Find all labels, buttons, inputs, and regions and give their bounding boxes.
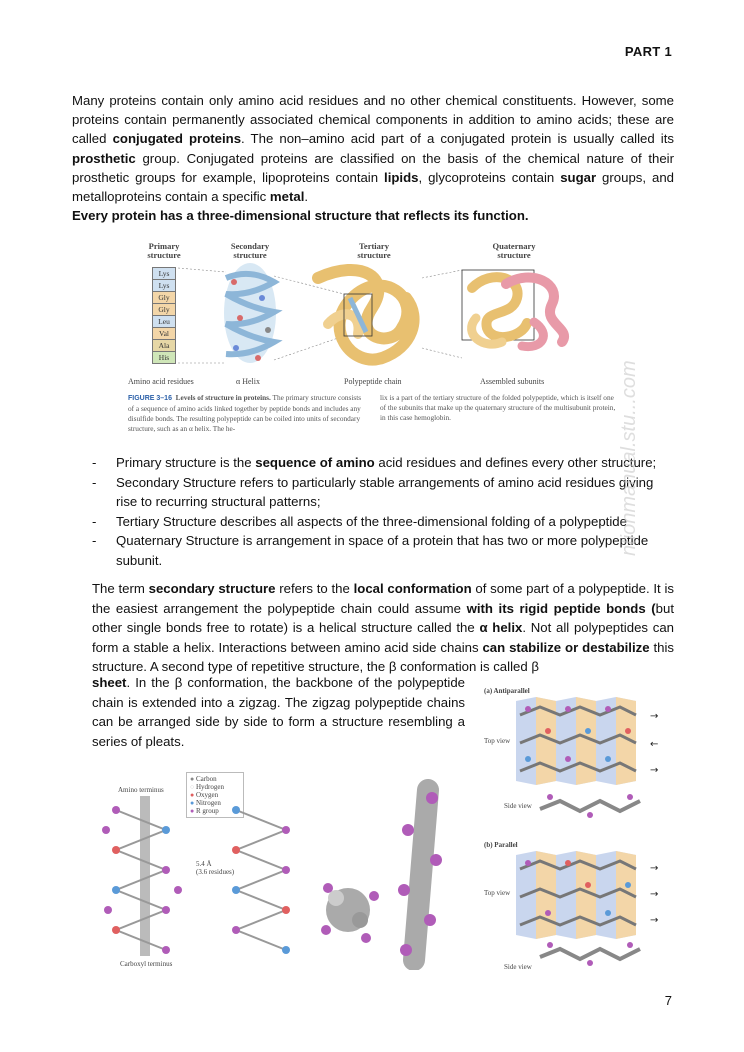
alpha-helix-icon — [224, 263, 276, 363]
text-span: refers to the — [275, 581, 354, 596]
label-quaternary: Quaternary structure — [492, 241, 536, 260]
page-number: 7 — [664, 993, 672, 1008]
r-group-dot-icon: ● — [190, 807, 195, 815]
watermark: ntionmanual.stu...com — [618, 360, 640, 556]
sublabel-amino-acid-residues: Amino acid residues — [128, 377, 194, 386]
text-span: but other single bonds free to rotate) is a helical structure called the — [92, 600, 674, 635]
label-side-view: Side view — [504, 963, 532, 971]
key-statement: Every protein has a three-dimensional structure that reflects its function. — [72, 208, 529, 224]
svg-text:←: ← — [650, 739, 659, 750]
text-span: group. Conjugated proteins are classified on the basis of the chemical nature of their prosthetic groups for example, lipoproteins contain — [72, 150, 674, 185]
label-carboxyl-terminus: Carboxyl terminus — [120, 960, 173, 968]
legend-label: Carbon — [195, 775, 217, 783]
residue: Leu — [152, 315, 176, 328]
list-item: - Secondary Structure refers to particularly stable arrangements of amino acid residues giving rise to recurring structural patterns; — [92, 473, 676, 512]
figure-number: FIGURE 3–16 — [128, 395, 172, 402]
residue: Gly — [152, 291, 176, 304]
term-sheet: sheet — [92, 675, 127, 690]
residue: Lys — [152, 267, 176, 280]
figure-caption-right: lix is a part of the tertiary structure of the folded polypeptide, which is itself one of the subunits that make up the quaternary structure of the multisubunit protein, in this case hemoglobin. — [380, 393, 616, 422]
nitrogen-dot-icon: ● — [190, 799, 195, 807]
sublabel-assembled-subunits: Assembled subunits — [480, 377, 545, 386]
carbon-dot-icon: ● — [190, 775, 195, 783]
residue: His — [152, 351, 176, 364]
term-sequence-of-amino: sequence of amino — [255, 455, 375, 470]
text-span: this structure. A second type of repetitive structure, the β conformation is called β — [92, 639, 675, 674]
label-secondary: Secondary structure — [230, 241, 270, 260]
text-span: . The non–amino acid part of a conjugated protein is usually called its — [241, 131, 674, 147]
term-secondary-structure: secondary structure — [148, 581, 276, 596]
text-span: . — [304, 189, 309, 205]
label-primary: Primary structure — [147, 241, 181, 260]
svg-text:→: → — [650, 863, 659, 874]
label-helix-pitch: 5.4 Å (3.6 residues) — [196, 860, 235, 876]
label-antiparallel: (a) Antiparallel — [484, 687, 530, 695]
label-tertiary: Tertiary structure — [357, 241, 391, 260]
hydrogen-dot-icon: ○ — [190, 783, 195, 791]
intro-paragraph — [72, 91, 674, 225]
text-span: , glycoproteins contain — [418, 169, 561, 185]
helix-ribbon-icon — [232, 806, 290, 954]
list-item: - Quaternary Structure is arrangement in space of a protein that has two or more polypeptide subunit. — [92, 531, 676, 570]
text-span: acid residues and defines every other structure; — [374, 455, 657, 470]
structure-illustrations — [122, 238, 642, 388]
list-item — [92, 453, 676, 473]
helix-space-filling-icon — [398, 790, 442, 960]
helix-models-illustration — [96, 770, 476, 970]
label-parallel: (b) Parallel — [484, 841, 518, 849]
legend-label: Nitrogen — [195, 799, 221, 807]
list-item: - Tertiary Structure describes all aspects of the three-dimensional folding of a polypeptide — [92, 512, 676, 532]
term-conjugated-proteins: conjugated proteins — [112, 131, 242, 147]
svg-text:→: → — [650, 889, 659, 900]
part-header: PART 1 — [624, 44, 672, 59]
label-top-view: Top view — [484, 737, 511, 745]
svg-text:→: → — [650, 711, 659, 722]
figure-title: Levels of structure in proteins. — [175, 393, 271, 402]
figure-caption-left — [128, 393, 368, 434]
term-alpha-helix: α helix — [479, 620, 523, 635]
term-lipids: lipids — [384, 169, 419, 185]
quaternary-subunits-icon — [462, 270, 564, 347]
beta-sheet-figure — [480, 685, 680, 975]
term-sugar: sugar — [560, 169, 597, 185]
helix-end-view-icon — [321, 883, 379, 943]
legend-label: Hydrogen — [195, 783, 224, 791]
helix-ball-stick-icon — [102, 796, 182, 956]
caption-text: The primary structure consists of a sequence of amino acids linked together by peptide bonds and includes any disulfide bonds. The resulting polypeptide can be coiled into units of secondary structure, such as an α helix. The he- — [128, 393, 362, 433]
parallel-sheet-icon — [516, 851, 658, 966]
svg-text:→: → — [650, 765, 659, 776]
sublabel-polypeptide-chain: Polypeptide chain — [344, 377, 402, 386]
text-span: Primary structure is the — [116, 455, 256, 470]
beta-sheet-illustration — [480, 685, 680, 975]
label-amino-terminus: Amino terminus — [118, 786, 164, 794]
svg-text:→: → — [650, 915, 659, 926]
legend-label: Oxygen — [195, 791, 219, 799]
antiparallel-sheet-icon — [516, 697, 658, 818]
text-span: The term — [92, 581, 149, 596]
residue: Lys — [152, 279, 176, 292]
structure-levels-list — [92, 453, 676, 570]
label-side-view: Side view — [504, 802, 532, 810]
text-span: . Not all polypeptides can form a stable a helix. Interactions between amino acid side chains — [92, 620, 674, 655]
sublabel-alpha-helix: α Helix — [236, 377, 260, 386]
residue: Val — [152, 327, 176, 340]
term-stabilize: can stabilize or destabilize — [482, 639, 650, 655]
alpha-helix-models-figure — [96, 770, 476, 970]
residue: Ala — [152, 339, 176, 352]
text-span: of some part of a polypeptide. It is the easiest arrangement the polypeptide chain could assume — [92, 581, 674, 616]
term-metal: metal — [269, 189, 305, 205]
text-span: groups, and metalloproteins contain a specific — [72, 169, 674, 205]
residue: Gly — [152, 303, 176, 316]
oxygen-dot-icon: ● — [190, 791, 195, 799]
secondary-structure-paragraph — [92, 579, 674, 677]
text-span: Many proteins contain only amino acid residues and no other chemical constituents. However, some proteins contain permanently associated chemical components in addition to amino acids; these are called — [72, 93, 674, 147]
beta-sheet-paragraph — [92, 673, 465, 751]
term-local-conformation: local conformation — [353, 581, 472, 596]
label-top-view: Top view — [484, 889, 511, 897]
tertiary-fold-icon — [318, 270, 414, 360]
term-rigid-peptide-bonds: with its rigid peptide bonds ( — [466, 600, 656, 616]
legend-label: R group — [195, 807, 219, 815]
term-prosthetic: prosthetic — [72, 150, 136, 166]
protein-structure-figure — [122, 238, 642, 438]
text-span: . In the β conformation, the backbone of the polypeptide chain is extended into a zigzag. The zigzag polypeptide chains can be arranged side by side to form a structure resembling a series of pleats. — [92, 675, 465, 749]
